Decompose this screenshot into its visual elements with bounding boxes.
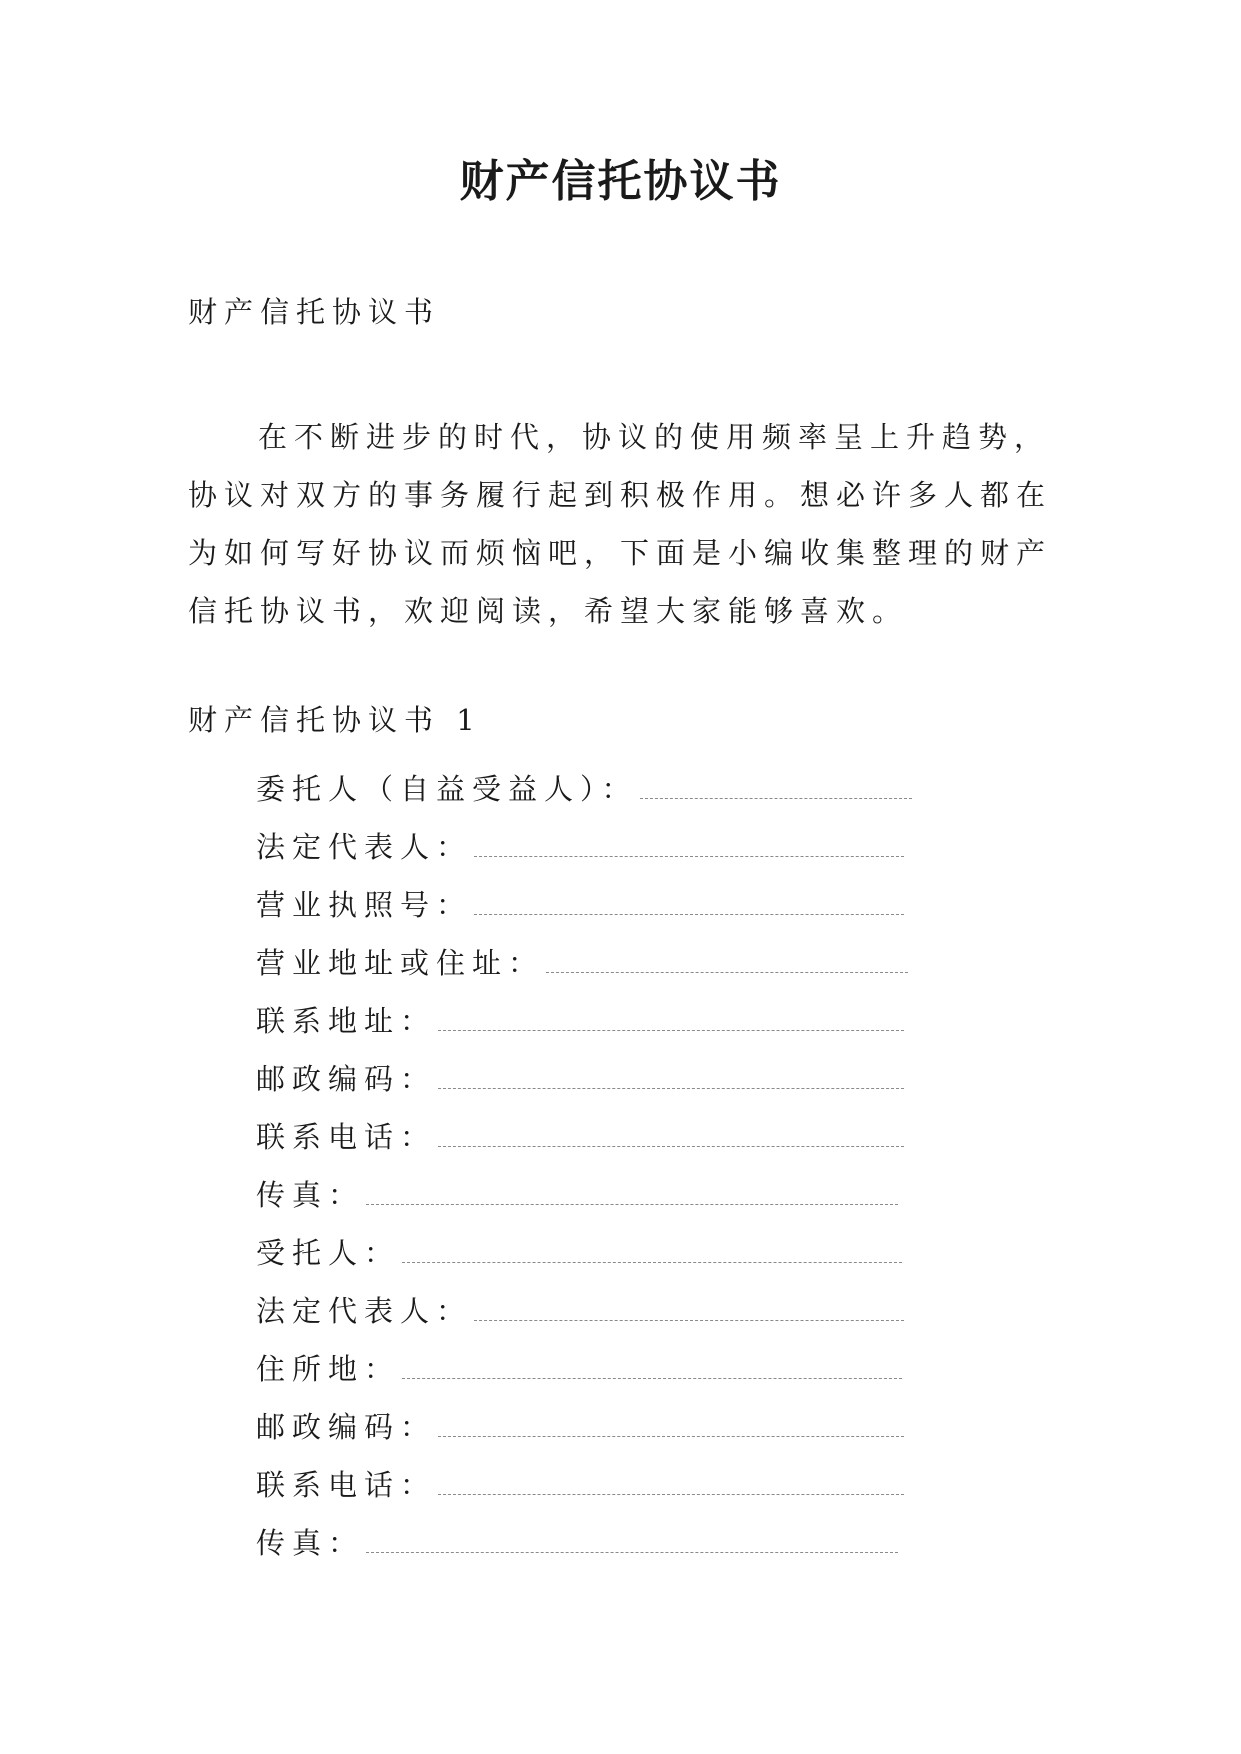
field-row [256, 809, 912, 867]
document-subtitle: 财产信托协议书 [188, 295, 441, 329]
field-row [256, 983, 912, 1041]
field-label: 联系电话： [256, 1120, 437, 1154]
blank-line [474, 894, 904, 915]
blank-line [438, 1010, 904, 1031]
blank-line [474, 836, 904, 857]
blank-line [402, 1358, 902, 1379]
blank-line [546, 952, 908, 973]
blank-line [366, 1532, 898, 1553]
field-label: 传真： [256, 1178, 365, 1212]
field-label: 营业地址或住址： [256, 946, 545, 980]
field-label: 邮政编码： [256, 1410, 437, 1444]
blank-line [438, 1068, 904, 1089]
field-label: 传真： [256, 1526, 365, 1560]
field-label: 法定代表人： [256, 1294, 473, 1328]
field-row [256, 867, 912, 925]
field-label: 法定代表人： [256, 830, 473, 864]
blank-line [438, 1126, 904, 1147]
field-row [256, 1505, 912, 1563]
blank-line [438, 1416, 904, 1437]
field-label: 委托人（自益受益人）： [256, 772, 638, 806]
blank-line [402, 1242, 902, 1263]
field-label: 联系地址： [256, 1004, 437, 1038]
blank-line [366, 1184, 898, 1205]
section-heading: 财产信托协议书 1 [188, 703, 482, 737]
field-label: 邮政编码： [256, 1062, 437, 1096]
field-label: 受托人： [256, 1236, 401, 1270]
field-row [256, 1447, 912, 1505]
field-row [256, 751, 912, 809]
field-row [256, 1389, 912, 1447]
field-row [256, 1331, 912, 1389]
field-label: 联系电话： [256, 1468, 437, 1502]
field-row [256, 1273, 912, 1331]
document-title: 财产信托协议书 [459, 156, 782, 207]
party-fields-list [256, 751, 912, 1563]
field-row [256, 1215, 912, 1273]
blank-line [640, 778, 912, 799]
field-row [256, 925, 912, 983]
field-label: 住所地： [256, 1352, 401, 1386]
field-row [256, 1157, 912, 1215]
field-row [256, 1099, 912, 1157]
intro-paragraph: 在不断进步的时代，协议的使用频率呈上升趋势，协议对双方的事务履行起到积极作用。想必许多人都在为如何写好协议而烦恼吧，下面是小编收集整理的财产信托协议书，欢迎阅读，希望大家能够喜欢。 [188, 420, 1053, 628]
field-row [256, 1041, 912, 1099]
blank-line [474, 1300, 904, 1321]
blank-line [438, 1474, 904, 1495]
field-label: 营业执照号： [256, 888, 473, 922]
